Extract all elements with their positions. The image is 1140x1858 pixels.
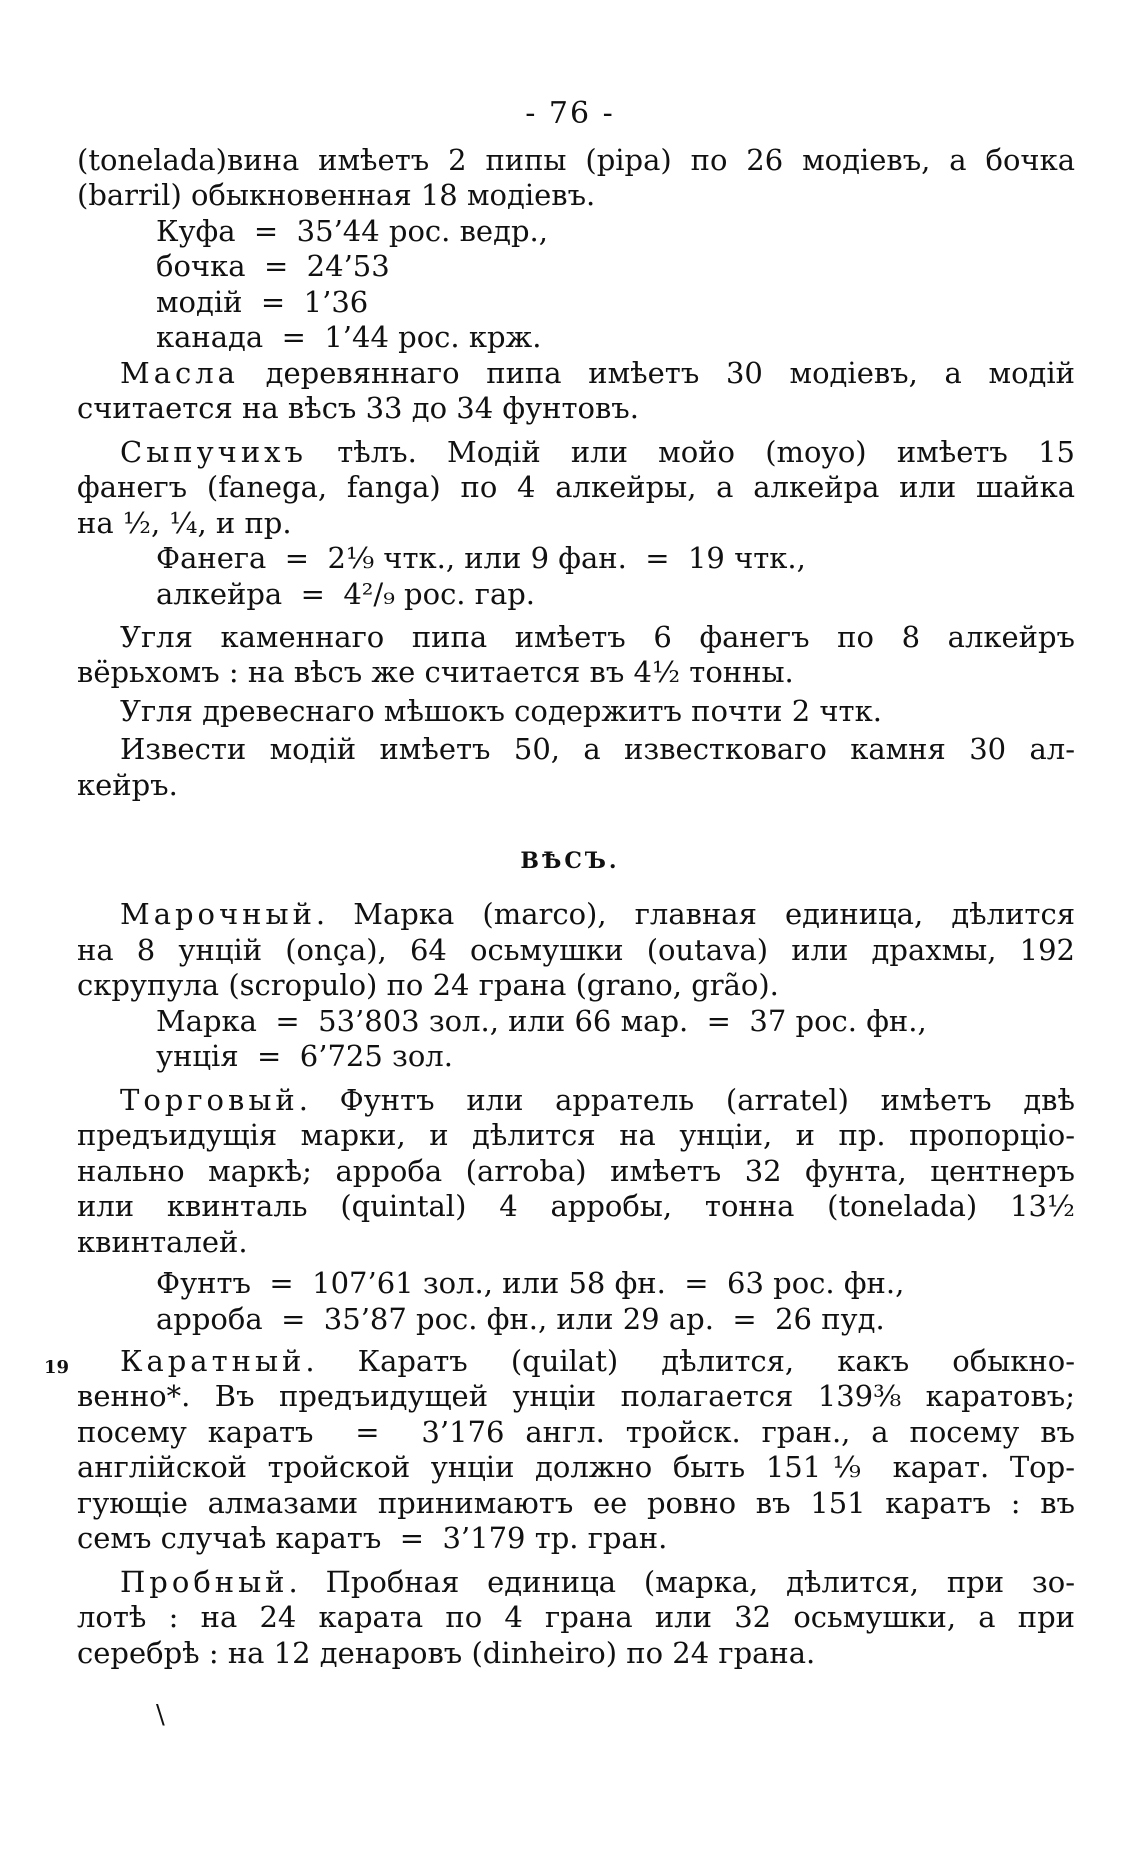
text-line: Марка = 53’803 зол., или 66 мар. = 37 рос. фн., [156, 1004, 927, 1038]
text-line: квинталей. [77, 1225, 248, 1259]
text-line: арроба = 35’87 рос. фн., или 29 ар. = 26 пуд. [156, 1302, 885, 1336]
text-line: Сыпучихъ тѣлъ. Модій или мойо (moyo) имѣетъ 15 [120, 435, 1075, 469]
text-line: Масла деревяннаго пипа имѣетъ 30 модіевъ, а модій [120, 356, 1075, 390]
text-line: модій = 1’36 [156, 285, 369, 319]
text-line: Извести модій имѣетъ 50, а известковаго камня 30 ал- [120, 732, 1075, 766]
text-line: англійской тройской унціи должно быть 151⅑ карат. Тор- [77, 1450, 1075, 1484]
run-in-heading: Пробный [120, 1565, 289, 1599]
section-heading: ВѢСЪ. [520, 848, 620, 874]
text-line: фанегъ (fanega, fanga) по 4 алкейры, а алкейра или шайка [77, 470, 1075, 504]
text-line: Куфа = 35’44 рос. ведр., [156, 214, 548, 248]
text-line: вёрьхомъ : на вѣсъ же считается въ 4½ тонны. [77, 655, 794, 689]
text-line: серебрѣ : на 12 денаровъ (dinheiro) по 24 грана. [77, 1636, 816, 1670]
text-line: Фунтъ = 107’61 зол., или 58 фн. = 63 рос. фн., [156, 1266, 905, 1300]
text-line: Марочный. Марка (marco), главная единица, дѣлится [120, 897, 1075, 931]
text-line: на ½, ¼, и пр. [77, 506, 292, 540]
text-line: унція = 6’725 зол. [156, 1039, 453, 1073]
text-line: лотѣ : на 24 карата по 4 грана или 32 осьмушки, а при [77, 1600, 1075, 1634]
text-line: считается на вѣсъ 33 до 34 фунтовъ. [77, 391, 639, 425]
text-line: Пробный. Пробная единица (марка, дѣлится, при зо- [120, 1565, 1075, 1599]
text-line: Фанега = 2⅑ чтк., или 9 фан. = 19 чтк., [156, 541, 806, 575]
run-in-heading: Торговый [120, 1083, 299, 1117]
text-line: Каратный. Каратъ (quilat) дѣлится, какъ обыкно- [120, 1344, 1075, 1378]
text-line: канада = 1’44 рос. крж. [156, 320, 542, 354]
text-line: на 8 унцій (onça), 64 осьмушки (outava) или драхмы, 192 [77, 933, 1075, 967]
text-line: или квинталь (quintal) 4 арробы, тонна (tonelada) 13½ [77, 1189, 1075, 1223]
page-number: - 76 - [525, 96, 615, 131]
text-line: (tonelada)вина имѣетъ 2 пипы (pipa) по 26 модіевъ, а бочка [77, 143, 1075, 177]
text-line: скрупула (scropulo) по 24 грана (grano, grão). [77, 968, 779, 1002]
stray-mark: \ [156, 1700, 165, 1730]
run-in-heading: Сыпучихъ [120, 435, 307, 469]
text-line: венно*. Въ предъидущей унціи полагается 139⅜ каратовъ; [77, 1379, 1075, 1413]
run-in-heading: Масла [120, 356, 239, 390]
margin-note: 19 [44, 1357, 70, 1378]
run-in-heading: Каратный [120, 1344, 306, 1378]
text-line: Угля древеснаго мѣшокъ содержитъ почти 2 чтк. [120, 694, 882, 728]
text-line: Угля каменнаго пипа имѣетъ 6 фанегъ по 8 алкейръ [120, 620, 1075, 654]
text-line: бочка = 24’53 [156, 249, 390, 283]
text-line: нально маркѣ; арроба (arroba) имѣетъ 32 фунта, центнеръ [77, 1154, 1075, 1188]
text-line: (barril) обыкновенная 18 модіевъ. [77, 178, 596, 212]
text-line: посему каратъ = 3’176 англ. тройск. гран., а посему въ [77, 1415, 1075, 1449]
run-in-heading: Марочный [120, 897, 316, 931]
text-line: Торговый. Фунтъ или арратель (arratel) имѣетъ двѣ [120, 1083, 1075, 1117]
text-line: семъ случаѣ каратъ = 3’179 тр. гран. [77, 1521, 668, 1555]
text-line: предъидущія марки, и дѣлится на унціи, и пр. пропорціо- [77, 1118, 1075, 1152]
text-line: алкейра = 4²/₉ рос. гар. [156, 577, 536, 611]
text-line: кейръ. [77, 768, 178, 802]
text-line: гующіе алмазами принимаютъ ее ровно въ 151 каратъ : въ [77, 1486, 1075, 1520]
